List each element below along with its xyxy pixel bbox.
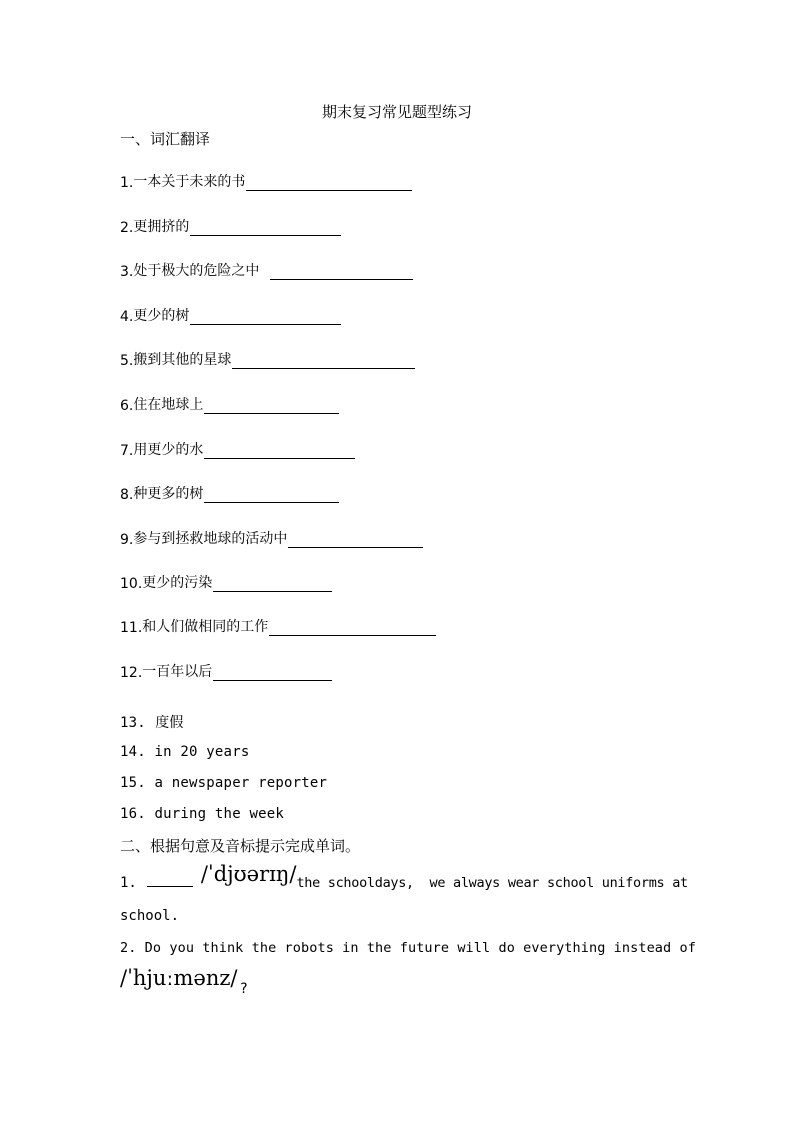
item-number: 9. [120,532,134,548]
question-mark: ? [239,981,248,997]
section2-heading: 二、根据句意及音标提示完成单词。 [120,837,361,855]
item-text: 更拥挤的 [133,219,190,235]
item-number: 11. [120,620,143,636]
item-text: during the week [154,806,284,822]
answer-blank[interactable] [288,532,423,548]
item-number: 10. [120,576,143,592]
vocab-item-16 [120,806,284,822]
item-text: 度假 [155,715,184,731]
item-text: a newspaper reporter [154,775,328,791]
answer-blank[interactable] [204,398,339,414]
vocab-item-11 [120,616,436,636]
page-title: 期末复习常见题型练习 [321,103,472,121]
item-number: 16. [120,806,146,822]
item-text: 用更少的水 [133,442,204,458]
answer-blank[interactable] [204,443,355,459]
vocab-item-2 [120,216,341,236]
vocab-item-12 [120,661,332,681]
item-number: 14. [120,744,146,760]
answer-blank[interactable] [213,576,332,592]
vocab-item-6 [120,394,339,414]
item-number: 12. [120,665,143,681]
phonetic-hint: /ˈhjuːmənz/ [120,966,238,990]
item-text: 一百年以后 [142,664,213,680]
item-text: 和人们做相同的工作 [142,619,269,635]
vocab-item-1 [120,171,412,191]
phonetic-question-2: 2. Do you think the robots in the future will do everything instead of [120,940,696,956]
item-text: 搬到其他的星球 [133,352,232,368]
answer-blank[interactable] [246,175,412,191]
vocab-item-14 [120,744,249,760]
item-number: 8. [120,487,134,503]
answer-blank[interactable] [232,353,415,369]
item-text: in 20 years [154,744,250,760]
item-text: 参与到拯救地球的活动中 [133,531,288,547]
phonetic-question-1 [120,862,688,900]
answer-blank[interactable] [204,487,339,503]
answer-blank[interactable] [190,309,341,325]
phonetic-hint: /ˈdjʊərɪŋ/ [200,862,297,886]
vocab-item-7 [120,439,355,459]
item-number: 1. [120,175,134,191]
item-number: 5. [120,353,134,369]
item-number: 3. [120,264,134,280]
section1-heading: 一、词汇翻译 [120,130,211,148]
item-number: 13. [120,715,146,731]
item-number: 6. [120,398,134,414]
vocab-item-3 [120,260,413,280]
answer-blank[interactable] [190,220,341,236]
item-text: 一本关于未来的书 [133,174,246,190]
answer-blank[interactable] [269,620,436,636]
vocab-item-4 [120,305,341,325]
item-number: 7. [120,443,134,459]
answer-blank[interactable] [270,264,413,280]
vocab-item-10 [120,572,332,592]
item-number: 2. [120,220,134,236]
question-text: the schooldays, we always wear school uniforms at [296,875,688,891]
item-number: 15. [120,775,146,791]
question-1-continuation: school. [120,908,180,924]
item-text: 种更多的树 [133,486,204,502]
item-text: 更少的树 [133,308,190,324]
vocab-item-9 [120,528,423,548]
answer-blank[interactable] [147,872,193,887]
item-text: 更少的污染 [142,575,213,591]
question-2-continuation [120,966,248,997]
item-text: 处于极大的危险之中 [133,263,264,279]
vocab-item-5 [120,349,415,369]
vocab-item-8 [120,483,339,503]
item-text: 住在地球上 [133,397,204,413]
vocab-item-13 [120,712,184,732]
vocab-item-15 [120,775,327,791]
item-number: 4. [120,309,134,325]
answer-blank[interactable] [213,665,332,681]
question-number: 1. [120,875,137,891]
